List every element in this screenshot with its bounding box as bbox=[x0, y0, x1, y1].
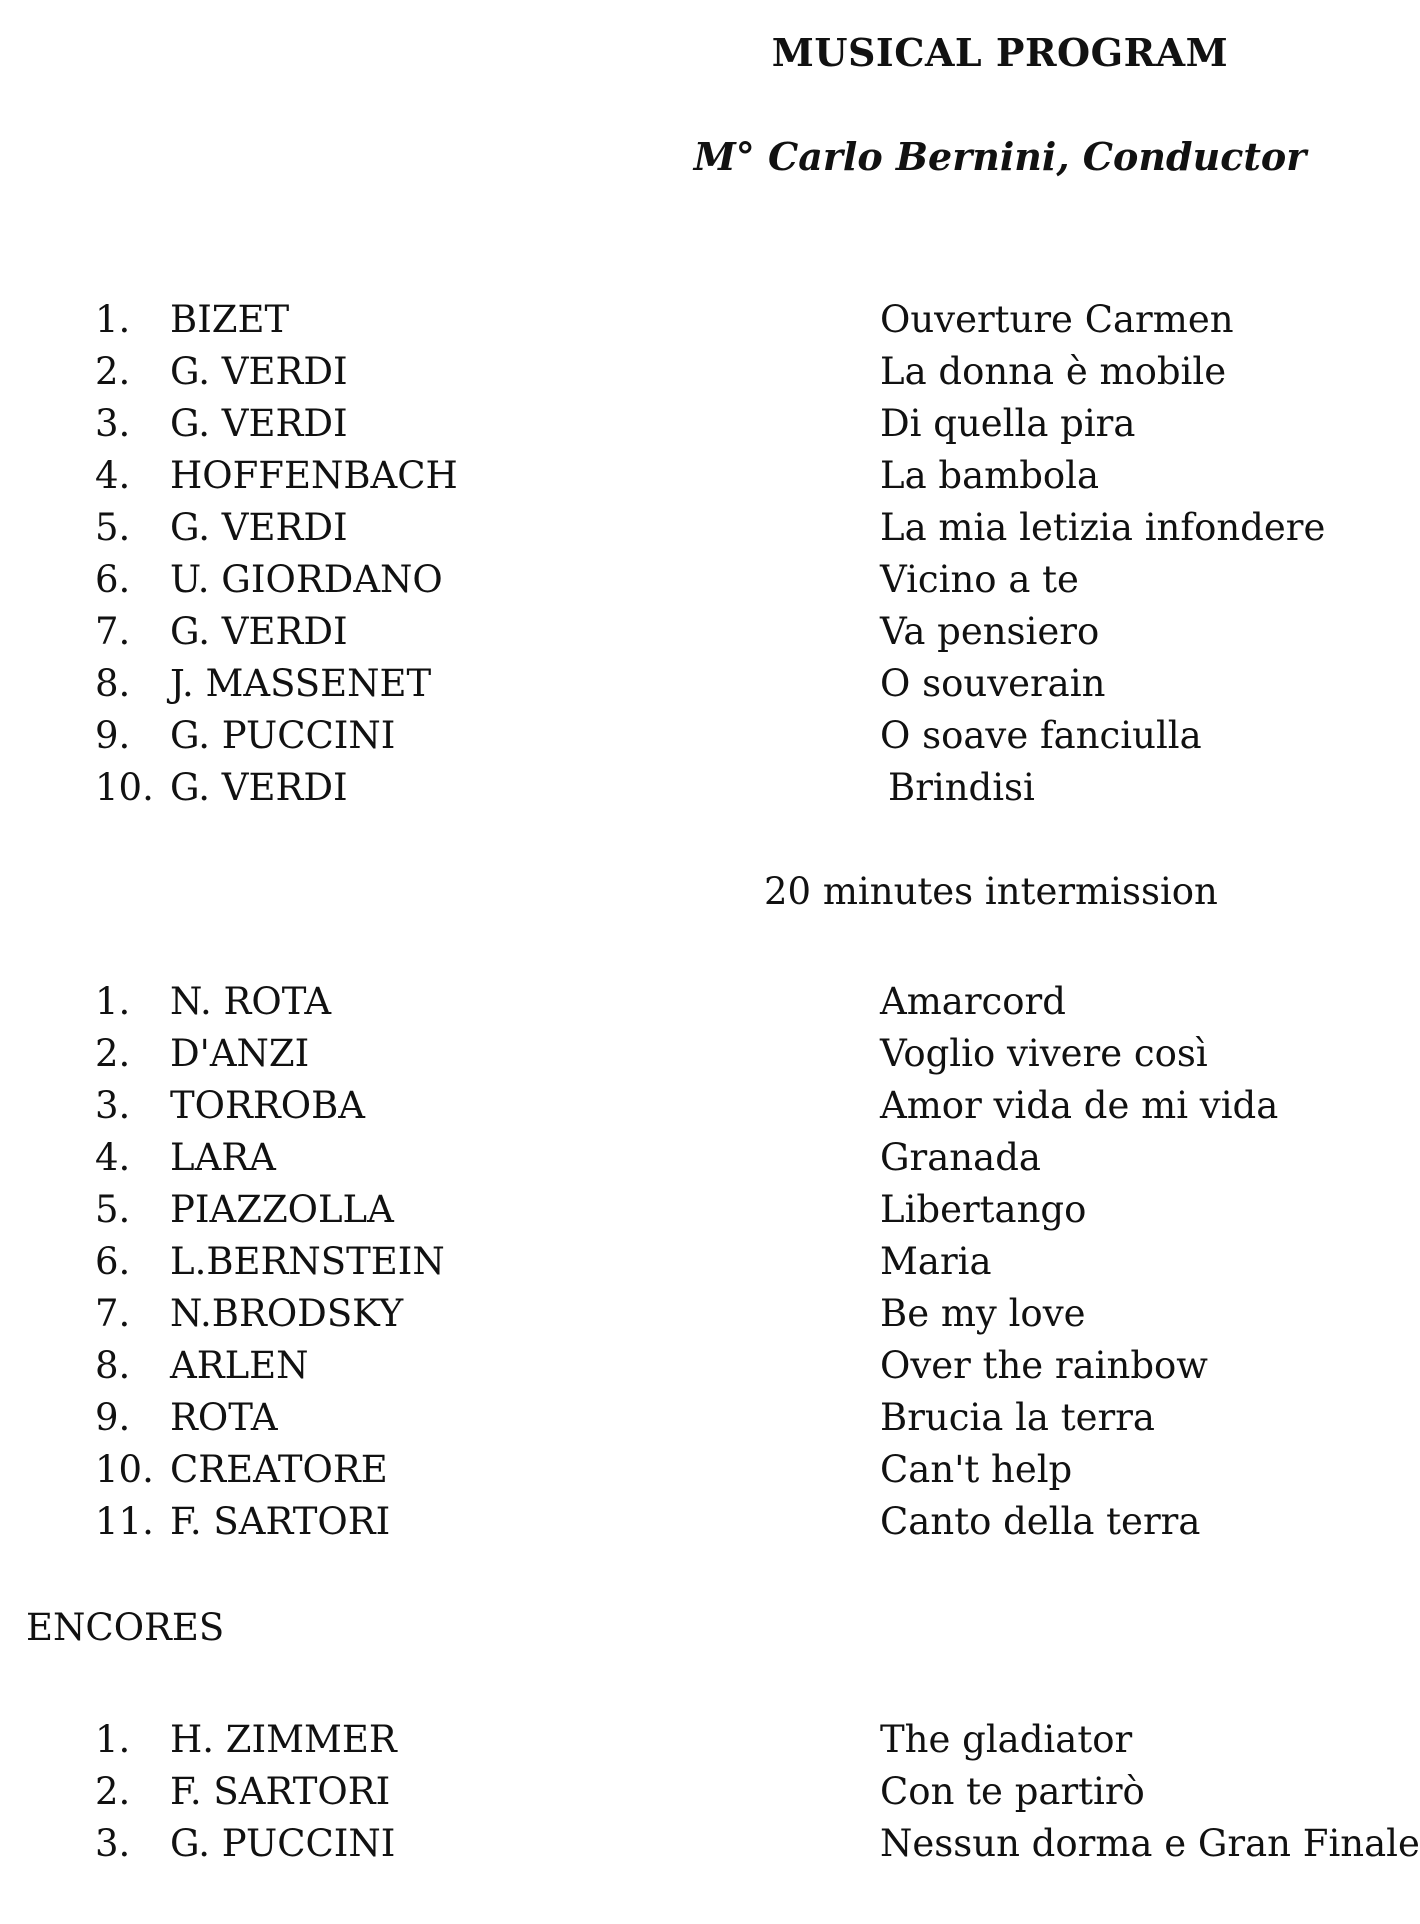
composer-name: PIAZZOLLA bbox=[170, 1188, 394, 1231]
program-item bbox=[0, 1236, 1420, 1288]
composer-name: D'ANZI bbox=[170, 1032, 310, 1075]
piece-title: Brucia la terra bbox=[880, 1396, 1155, 1439]
item-number: 2. bbox=[95, 1770, 131, 1813]
program-item bbox=[0, 1714, 1420, 1766]
composer-name: CREATORE bbox=[170, 1448, 388, 1491]
piece-title: Va pensiero bbox=[880, 610, 1100, 653]
program-item bbox=[0, 554, 1420, 606]
item-number: 3. bbox=[95, 1822, 131, 1865]
item-number: 6. bbox=[95, 558, 131, 601]
piece-title: Amarcord bbox=[880, 980, 1066, 1023]
piece-title: La mia letizia infondere bbox=[880, 506, 1326, 549]
item-number: 9. bbox=[95, 714, 131, 757]
item-number: 7. bbox=[95, 610, 131, 653]
composer-name: G. VERDI bbox=[170, 610, 348, 653]
piece-title: Ouverture Carmen bbox=[880, 298, 1234, 341]
composer-name: G. PUCCINI bbox=[170, 1822, 396, 1865]
program-item bbox=[0, 294, 1420, 346]
program-item bbox=[0, 762, 1420, 814]
piece-title: Voglio vivere così bbox=[880, 1032, 1208, 1075]
piece-title: The gladiator bbox=[880, 1718, 1133, 1761]
composer-name: L.BERNSTEIN bbox=[170, 1240, 445, 1283]
composer-name: N. ROTA bbox=[170, 980, 332, 1023]
program-item bbox=[0, 502, 1420, 554]
item-number: 11. bbox=[95, 1500, 154, 1543]
program-item bbox=[0, 1028, 1420, 1080]
composer-name: U. GIORDANO bbox=[170, 558, 443, 601]
piece-title: Canto della terra bbox=[880, 1500, 1201, 1543]
conductor-line: M° Carlo Bernini, Conductor bbox=[693, 134, 1307, 179]
composer-name: H. ZIMMER bbox=[170, 1718, 397, 1761]
composer-name: LARA bbox=[170, 1136, 276, 1179]
item-number: 1. bbox=[95, 980, 131, 1023]
program-item bbox=[0, 1392, 1420, 1444]
encores-list bbox=[0, 1714, 1420, 1870]
program-item bbox=[0, 1132, 1420, 1184]
program-item bbox=[0, 710, 1420, 762]
piece-title: Over the rainbow bbox=[880, 1344, 1208, 1387]
piece-title: Nessun dorma e Gran Finale bbox=[880, 1822, 1420, 1865]
composer-name: ROTA bbox=[170, 1396, 278, 1439]
item-number: 2. bbox=[95, 1032, 131, 1075]
program-item bbox=[0, 1080, 1420, 1132]
item-number: 6. bbox=[95, 1240, 131, 1283]
composer-name: HOFFENBACH bbox=[170, 454, 458, 497]
program-item bbox=[0, 976, 1420, 1028]
piece-title: Libertango bbox=[880, 1188, 1087, 1231]
intermission-note: 20 minutes intermission bbox=[764, 870, 1218, 913]
piece-title: Amor vida de mi vida bbox=[880, 1084, 1279, 1127]
piece-title: La donna è mobile bbox=[880, 350, 1227, 393]
program-item bbox=[0, 398, 1420, 450]
item-number: 5. bbox=[95, 1188, 131, 1231]
composer-name: G. PUCCINI bbox=[170, 714, 396, 757]
composer-name: ARLEN bbox=[170, 1344, 309, 1387]
item-number: 3. bbox=[95, 402, 131, 445]
composer-name: BIZET bbox=[170, 298, 290, 341]
item-number: 8. bbox=[95, 662, 131, 705]
program-item bbox=[0, 658, 1420, 710]
piece-title: O soave fanciulla bbox=[880, 714, 1202, 757]
program-item bbox=[0, 1288, 1420, 1340]
first-half-list bbox=[0, 294, 1420, 814]
item-number: 7. bbox=[95, 1292, 131, 1335]
composer-name: G. VERDI bbox=[170, 506, 348, 549]
composer-name: TORROBA bbox=[170, 1084, 365, 1127]
composer-name: J. MASSENET bbox=[170, 662, 432, 705]
program-item bbox=[0, 346, 1420, 398]
item-number: 1. bbox=[95, 298, 131, 341]
piece-title: Can't help bbox=[880, 1448, 1073, 1491]
program-item bbox=[0, 1818, 1420, 1870]
item-number: 2. bbox=[95, 350, 131, 393]
page-title: MUSICAL PROGRAM bbox=[771, 30, 1229, 75]
piece-title: Vicino a te bbox=[880, 558, 1079, 601]
composer-name: G. VERDI bbox=[170, 402, 348, 445]
program-item bbox=[0, 450, 1420, 502]
encores-heading: ENCORES bbox=[26, 1606, 225, 1649]
item-number: 5. bbox=[95, 506, 131, 549]
piece-title: Granada bbox=[880, 1136, 1041, 1179]
piece-title: La bambola bbox=[880, 454, 1100, 497]
item-number: 10. bbox=[95, 766, 154, 809]
program-item bbox=[0, 1444, 1420, 1496]
composer-name: N.BRODSKY bbox=[170, 1292, 404, 1335]
piece-title: Brindisi bbox=[888, 766, 1035, 809]
composer-name: G. VERDI bbox=[170, 766, 348, 809]
program-item bbox=[0, 606, 1420, 658]
program-item bbox=[0, 1766, 1420, 1818]
program-item bbox=[0, 1496, 1420, 1548]
piece-title: Be my love bbox=[880, 1292, 1086, 1335]
piece-title: Di quella pira bbox=[880, 402, 1136, 445]
item-number: 3. bbox=[95, 1084, 131, 1127]
program-item bbox=[0, 1184, 1420, 1236]
piece-title: O souverain bbox=[880, 662, 1106, 705]
composer-name: F. SARTORI bbox=[170, 1770, 391, 1813]
second-half-list bbox=[0, 976, 1420, 1548]
piece-title: Con te partirò bbox=[880, 1770, 1145, 1813]
item-number: 4. bbox=[95, 454, 131, 497]
item-number: 8. bbox=[95, 1344, 131, 1387]
composer-name: F. SARTORI bbox=[170, 1500, 391, 1543]
item-number: 1. bbox=[95, 1718, 131, 1761]
piece-title: Maria bbox=[880, 1240, 992, 1283]
item-number: 10. bbox=[95, 1448, 154, 1491]
item-number: 9. bbox=[95, 1396, 131, 1439]
item-number: 4. bbox=[95, 1136, 131, 1179]
composer-name: G. VERDI bbox=[170, 350, 348, 393]
program-item bbox=[0, 1340, 1420, 1392]
